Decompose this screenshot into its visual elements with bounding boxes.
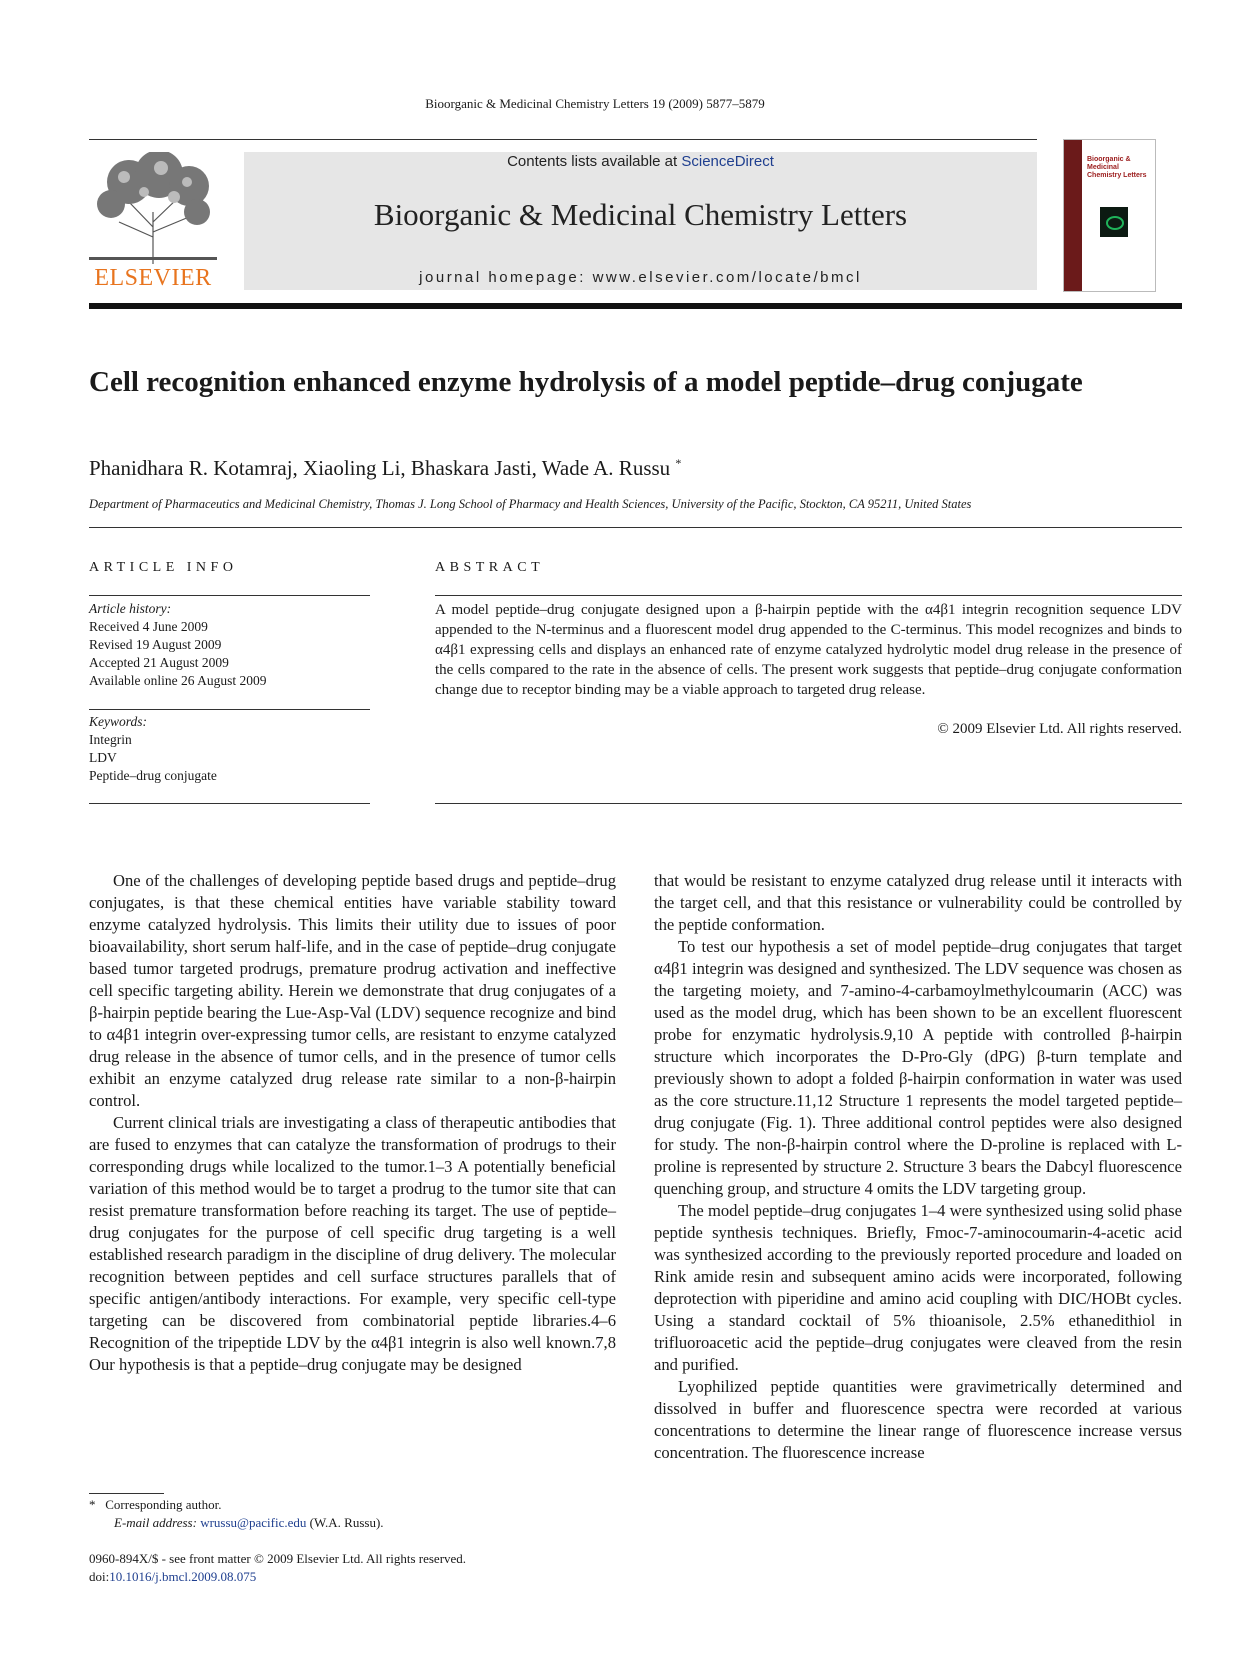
doi-line (89, 1568, 466, 1586)
abstract-rule-bottom (435, 803, 1182, 804)
body-paragraph: To test our hypothesis a set of model peptide–drug conjugates that target α4β1 integrin was designed and synthesized. The LDV sequence was chosen as the targeting moiety, and 7-amino-4-carbamoylmethylcoumarin (ACC) was used as the model drug, which has been shown to be an excellent fluorescent probe for enzymatic hydrolysis.9,10 A peptide with controlled β-hairpin structure which incorporates the D-Pro-Gly (dPG) β-turn template and previously shown to adopt a folded β-hairpin conformation in water was used as the core structure.11,12 Structure 1 represents the model targeted peptide–drug conjugate (Fig. 1). Three additional control peptides were also designed for study. The non-β-hairpin control where the D-proline is replaced with L-proline is represented by structure 2. Structure 3 bears the Dabcyl fluorescence quenching group, and structure 4 omits the LDV targeting group. (654, 937, 1182, 1198)
article-info-heading: ARTICLE INFO (89, 560, 238, 575)
abstract-text: A model peptide–drug conjugate designed upon a β-hairpin peptide with the α4β1 integrin recognition sequence LDV appended to the N-terminus and a fluorescent model drug appended to the C-terminus. This model recognizes and binds to α4β1 expressing cells and displays an enhanced rate of enzyme catalyzed hydrolytic model drug release in the presence of the cells compared to the rate in the absence of cells. The present work suggests that peptide–drug conjugate conformation change due to receptor binding may be a viable approach to targeted drug release. (435, 602, 1182, 698)
article-history (89, 600, 370, 690)
author-list (89, 456, 681, 481)
online-date: Available online 26 August 2009 (89, 673, 267, 688)
keyword: Integrin (89, 732, 132, 747)
page-footer (89, 1550, 466, 1586)
footnote-rule (89, 1493, 164, 1494)
doi-link[interactable]: 10.1016/j.bmcl.2009.08.075 (109, 1569, 257, 1584)
keyword: LDV (89, 750, 117, 765)
tree-icon (89, 152, 217, 264)
affiliation-rule (89, 527, 1182, 528)
header-rule (89, 139, 1037, 140)
keyword: Peptide–drug conjugate (89, 768, 217, 783)
abstract-heading: ABSTRACT (435, 560, 545, 575)
journal-homepage-link[interactable]: journal homepage: www.elsevier.com/locate/bmcl (419, 269, 862, 286)
sciencedirect-link[interactable]: ScienceDirect (681, 153, 774, 170)
article-title: Cell recognition enhanced enzyme hydrolysis of a model peptide–drug conjugate (89, 366, 1083, 398)
email-name: (W.A. Russu). (306, 1515, 384, 1530)
cover-image (1100, 207, 1128, 237)
journal-citation: Bioorganic & Medicinal Chemistry Letters 19 (2009) 5877–5879 (425, 96, 765, 111)
journal-cover (1063, 139, 1156, 292)
corresponding-author-note (89, 1496, 384, 1514)
info-rule-mid (89, 709, 370, 710)
journal-name: Bioorganic & Medicinal Chemistry Letters (373, 197, 908, 232)
cover-title: Bioorganic & Medicinal Chemistry Letters (1087, 156, 1147, 179)
authors: Phanidhara R. Kotamraj, Xiaoling Li, Bhaskara Jasti, Wade A. Russu (89, 456, 671, 480)
received-date: Received 4 June 2009 (89, 619, 208, 634)
abstract-rule-top (435, 595, 1182, 596)
body-paragraph: One of the challenges of developing peptide based drugs and peptide–drug conjugates, is that these chemical entities have variable stability toward enzyme catalyzed hydrolysis. This limits their utility due to issues of poor bioavailability, short serum half-life, and in the case of peptide–drug conjugate based tumor targeted prodrugs, premature prodrug activation and ineffective cell specific targeting ability. Herein we demonstrate that drug conjugates of a β-hairpin peptide bearing the Lue-Asp-Val (LDV) sequence recognize and bind to α4β1 integrin over-expressing tumor cells, are resistant to enzyme catalyzed drug release in the absence of tumor cells, and in the presence of tumor cells exhibit an enzyme catalyzed drug release rate similar to a non-β-hairpin control. (89, 871, 616, 1110)
header-thick-rule (89, 303, 1182, 309)
body-paragraph: that would be resistant to enzyme catalyzed drug release until it interacts with the target cell, and that this resistance or vulnerability could be controlled by the peptide conformation. (654, 871, 1182, 934)
body-column-right (654, 870, 1182, 1464)
contents-line (244, 153, 1037, 170)
cover-strip (1064, 140, 1082, 291)
body-paragraph: Lyophilized peptide quantities were gravimetrically determined and dissolved in buffer and fluorescence spectra were recorded at various concentrations to determine the linear range of fluorescence increase versus concentration. The fluorescence increase (654, 1377, 1182, 1462)
info-rule-bottom (89, 803, 370, 804)
history-label: Article history: (89, 601, 172, 616)
publisher-logo-text: ELSEVIER (94, 265, 212, 291)
email-label: E-mail address: (114, 1515, 201, 1530)
footnote-mark: * (89, 1497, 96, 1512)
body-paragraph: Current clinical trials are investigating a class of therapeutic antibodies that are fused to enzymes that can catalyze the transformation of prodrugs to their corresponding drugs while localized to the tumor.1–3 A potentially beneficial variation of this method would be to target a prodrug to the tumor site that can resist premature transformation before reaching its target. The use of peptide–drug conjugates for the purpose of cell specific drug targeting is a well established research paradigm in the discipline of drug delivery. The molecular recognition between peptides and cell surface structures parallels that of specific antigen/antibody interactions. For example, very specific cell-type targeting can be discovered from combinatorial peptide libraries.4–6 Recognition of the tripeptide LDV by the α4β1 integrin is also well known.7,8 Our hypothesis is that a peptide–drug conjugate may be designed (89, 1113, 616, 1374)
keywords (89, 713, 370, 785)
issn-line: 0960-894X/$ - see front matter © 2009 Elsevier Ltd. All rights reserved. (89, 1551, 467, 1566)
journal-banner (244, 152, 1037, 290)
affiliation: Department of Pharmaceutics and Medicinal Chemistry, Thomas J. Long School of Pharmacy and Health Sciences, University of the Pacific, Stockton, CA 95211, United States (89, 497, 972, 511)
revised-date: Revised 19 August 2009 (89, 637, 222, 652)
contents-prefix: Contents lists available at (507, 153, 682, 170)
body-column-left (89, 870, 616, 1376)
corresponding-label: Corresponding author. (105, 1497, 222, 1512)
doi-label: doi: (89, 1569, 110, 1584)
email-link[interactable]: wrussu@pacific.edu (200, 1515, 307, 1530)
keywords-label: Keywords: (89, 714, 147, 729)
accepted-date: Accepted 21 August 2009 (89, 655, 229, 670)
corresponding-mark[interactable]: * (675, 456, 682, 470)
abstract-copyright: © 2009 Elsevier Ltd. All rights reserved. (937, 721, 1182, 737)
elsevier-logo (89, 152, 217, 292)
body-paragraph: The model peptide–drug conjugates 1–4 were synthesized using solid phase peptide synthesis techniques. Briefly, Fmoc-7-aminocoumarin-4-acetic acid was synthesized according to the previously reported procedure and loaded on Rink amide resin and subsequent amino acids were incorporated, following deprotection with piperidine and amino acid coupling with DIC/HOBt cycles. Using a standard cocktail of 5% thioanisole, 2.5% ethanedithiol in trifluoroacetic acid the peptide–drug conjugates were cleaved from the resin and purified. (654, 1201, 1182, 1374)
footnote (89, 1496, 384, 1532)
email-line (89, 1514, 384, 1532)
info-rule-top (89, 595, 370, 596)
